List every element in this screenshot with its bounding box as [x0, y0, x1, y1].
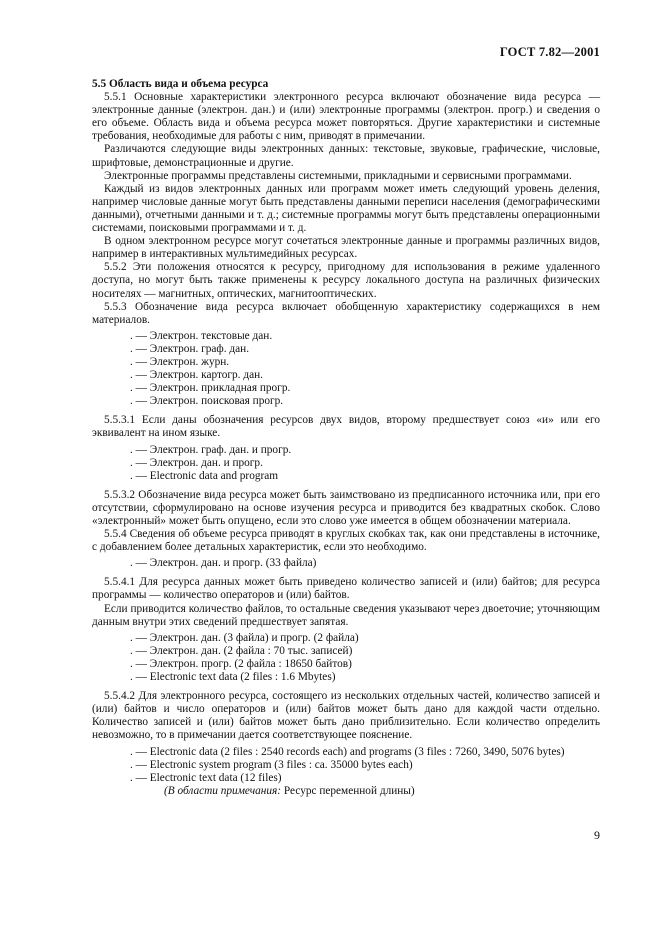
note-label: (В области примечания:: [164, 784, 282, 797]
paragraph-programs: Электронные программы представлены системными, прикладными и сервисными программами.: [104, 169, 572, 182]
paragraph-5-5-3-1: 5.5.3.1 Если даны обозначения ресурсов двух видов, второму предшествует союз «и» или его эквивалент на ином языке.: [92, 414, 600, 440]
example-line: . — Электрон. картогр. дан.: [130, 369, 263, 382]
example-line: . — Электрон. граф. дан.: [130, 342, 250, 355]
paragraph-5-5-1: 5.5.1 Основные характеристики электронного ресурса включают обозначение вида ресурса — электронные данные (электрон. дан.) и (или) электронные программы (электрон. прогр.) и сведения о его объеме. Область вида и объема ресурса может повторяться. Другие характеристики и системные требования, необходимые для работы с ним, приводят в примечании.: [92, 91, 600, 143]
paragraph-5-5-3-2: 5.5.3.2 Обозначение вида ресурса может быть заимствовано из предписанного источника или, при его отсутствии, сформулировано на основе изучения ресурса и приводится без квадратных скобок. Слово «электронный» может быть опущено, если это слово уже имеется в общем обозначении материала.: [92, 488, 600, 527]
example-line: . — Электрон. дан. и прогр. (33 файла): [130, 557, 317, 570]
note-text: Ресурс переменной длины): [281, 784, 415, 797]
paragraph-5-5-4: 5.5.4 Сведения об объеме ресурса приводят в круглых скобках так, как они представлены в источнике, с добавлением более детальных характеристик, если это необходимо.: [92, 528, 600, 554]
paragraph-combined: В одном электронном ресурсе могут сочетаться электронные данные и программы различных видов, например в интерактивных мультимедийных ресурсах.: [92, 235, 600, 261]
example-line: . — Электрон. текстовые дан.: [130, 329, 273, 342]
example-line: . — Electronic data and program: [130, 469, 279, 482]
paragraph-5-5-2: 5.5.2 Эти положения относятся к ресурсу, пригодному для использования в режиме удаленного доступа, но могут быть также применены к ресурсу локального доступа на различных физических носителях — магнитных, оптических, магнитооптических.: [92, 261, 600, 300]
standard-title: ГОСТ 7.82—2001: [499, 45, 600, 59]
example-line: . — Электрон. прикладная прогр.: [130, 382, 291, 395]
example-line: . — Electronic text data (12 files): [130, 771, 282, 784]
page-number: 9: [594, 828, 600, 842]
paragraph-5-5-3: 5.5.3 Обозначение вида ресурса включает обобщенную характеристику содержащихся в нем материалов.: [92, 300, 600, 326]
paragraph-data-types: Различаются следующие виды электронных данных: текстовые, звуковые, графические, числовые, шрифтовые, демонстрационные и другие.: [92, 143, 600, 169]
paragraph-5-5-4-1-files: Если приводится количество файлов, то остальные сведения указывают через двоеточие; уточняющим данным внутри этих сведений предшествует запятая.: [92, 602, 600, 628]
example-line: . — Электрон. дан. (2 файла : 70 тыс. записей): [130, 644, 353, 657]
example-line: . — Электрон. дан. (3 файла) и прогр. (2 файла): [130, 631, 359, 644]
example-line: . — Electronic text data (2 files : 1.6 Mbytes): [130, 671, 336, 684]
note-line: [92, 785, 600, 798]
example-line: . — Electronic data (2 files : 2540 records each) and programs (3 files : 7260, 3490, 5076 bytes): [130, 745, 565, 758]
example-line: . — Электрон. дан. и прогр.: [130, 456, 263, 469]
example-line: . — Электрон. граф. дан. и прогр.: [130, 443, 292, 456]
paragraph-5-5-4-1: 5.5.4.1 Для ресурса данных может быть приведено количество записей и (или) байтов; для ресурса программы — количество операторов и (или) байтов.: [92, 576, 600, 602]
example-line: . — Электрон. поисковая прогр.: [130, 395, 284, 408]
example-line: . — Электрон. журн.: [130, 355, 230, 368]
paragraph-5-5-4-2: 5.5.4.2 Для электронного ресурса, состоящего из нескольких отдельных частей, количество записей и (или) байтов и число операторов и (или) байтов может быть дано для каждой части отдельно. Количество записей и (или) байтов может быть дано приблизительно. Если количество определить невозможно, то в примечании дается соответствующее пояснение.: [92, 690, 600, 742]
section-content: [92, 78, 600, 798]
paragraph-division-level: Каждый из видов электронных данных или программ может иметь следующий уровень деления, например числовые данные могут быть представлены данными переписи населения (демографическими данными), отчетными данными и т. д.; системные программы могут быть представлены операционными системами, поисковыми программами и т. д.: [92, 182, 600, 235]
section-heading: 5.5 Область вида и объема ресурса: [92, 78, 269, 90]
example-line: . — Электрон. прогр. (2 файла : 18650 байтов): [130, 657, 352, 670]
example-line: . — Electronic system program (3 files : ca. 35000 bytes each): [130, 758, 413, 771]
